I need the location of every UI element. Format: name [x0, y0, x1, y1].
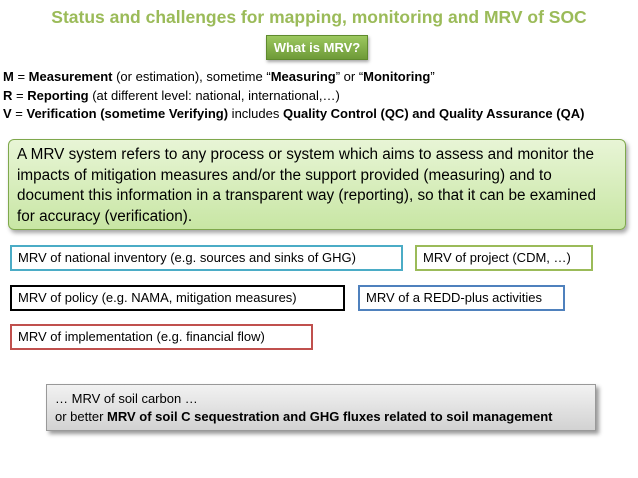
slide-title: Status and challenges for mapping, monitoring and MRV of SOC: [51, 7, 587, 27]
definition-r: R = Reporting (at different level: national, international,…): [3, 87, 340, 103]
mrv-implementation-box: MRV of implementation (e.g. financial flow): [10, 324, 313, 350]
what-is-mrv-badge: What is MRV?: [266, 35, 368, 60]
mrv-redd-box: MRV of a REDD-plus activities: [358, 285, 565, 311]
mrv-system-definition-box: A MRV system refers to any process or system which aims to assess and monitor the impacts of mitigation measures and/or the support provided (measuring) and to document this information in a transparent way (reporting), so that it can be examined for accuracy (verification).: [8, 139, 626, 230]
soil-carbon-box: [46, 384, 596, 431]
mrv-national-inventory-box: MRV of national inventory (e.g. sources and sinks of GHG): [10, 245, 403, 271]
mrv-project-box: MRV of project (CDM, …): [415, 245, 593, 271]
definition-v: V = Verification (sometime Verifying) includes Quality Control (QC) and Quality Assurance (QA): [3, 106, 585, 121]
soil-carbon-line2: or better MRV of soil C sequestration and GHG fluxes related to soil management: [55, 408, 553, 424]
mrv-definitions: [3, 68, 584, 124]
soil-carbon-line1: … MRV of soil carbon …: [55, 391, 198, 406]
mrv-policy-box: MRV of policy (e.g. NAMA, mitigation measures): [10, 285, 345, 311]
definition-m: M = Measurement (or estimation), sometime “Measuring” or “Monitoring”: [3, 69, 435, 84]
